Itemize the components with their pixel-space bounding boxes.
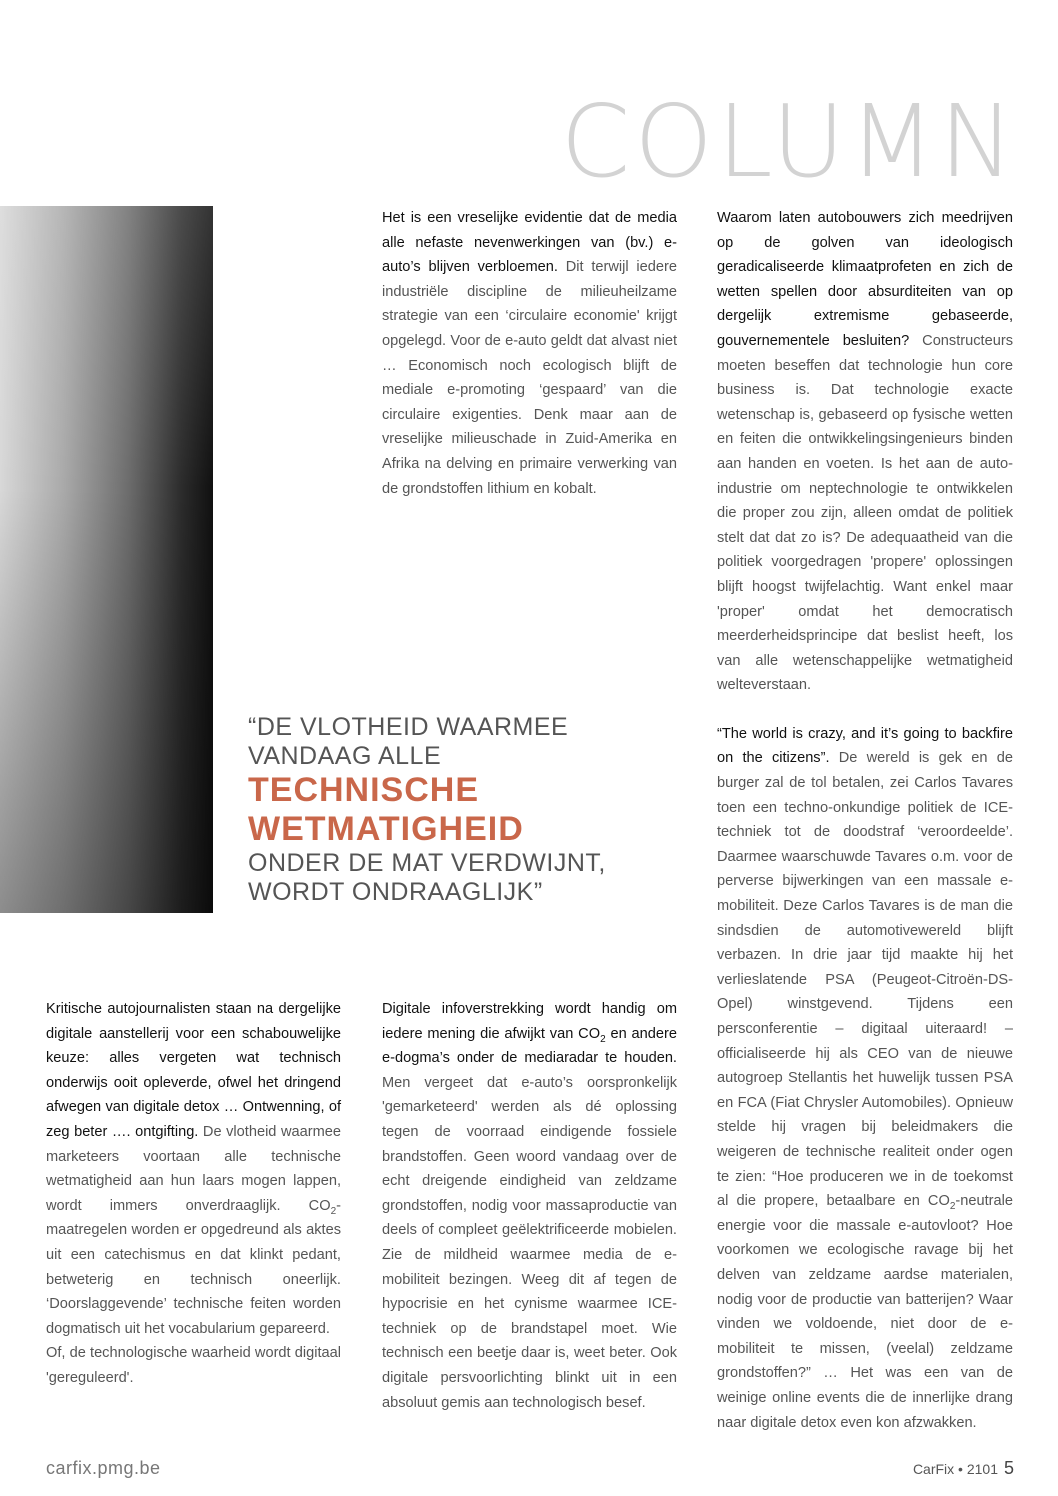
subscript: 2 [600,1033,606,1045]
quote-line: ONDER DE MAT VERDWIJNT, [248,849,606,877]
section-label: COLUMN [560,83,1018,200]
subscript: 2 [949,1201,956,1213]
pull-quote [248,713,688,907]
body-text: -neutrale energie voor die massale e-autovloot? Hoe voorkomen we ecologische ravage bij het delven van zeldzame aardse materialen, nodig voor de productie van batterijen? Waar vinden we voldoende, niet door de e-mobiliteit te missen, (veelal) zeldzame grondstoffen?” … Het was een van de weinige online events die de innerlijke drang naar digitale detox even kon afzwakken. [717,1193,1013,1431]
paragraph: Of, de technologische waarheid wordt digitaal 'gereguleerd'. [46,1345,341,1386]
footer-url[interactable]: carfix.pmg.be [46,1458,161,1478]
subscript: 2 [330,1205,337,1217]
lead-text: “The world is crazy, and it’s going to backfire on the citizens”. [717,725,1013,767]
body-text: De vlotheid waarmee marketeers voortaan alle technische wetmatigheid aan hun laars mogen lappen, wordt immers onverdraaglijk. CO [46,1123,341,1214]
lead-part: en andere e-dogma’s onder de mediaradar te houden. [382,1025,677,1067]
paragraph [46,997,341,1341]
paragraph [382,997,677,1415]
lead-text: Waarom laten autobouwers zich meedrijven op de golven van ideologisch geradicaliseerde klimaatprofeten en zich de wetten spellen door absurditeiten van op dergelijk extremisme gebaseerde, gouvernementele besluiten? [717,210,1013,349]
article-photo [0,206,213,913]
body-text: De wereld is gek en de burger zal de tol betalen, zei Carlos Tavares toen een techno-onkundige politiek de ICE-techniek tot de doodstraf ‘veroordeelde’. Daarmee waarschuwde Tavares o.m. voor de perverse bijwerkingen van een massale e-mobiliteit. Deze Carlos Tavares is de man die sindsdien de automotivewereld blijft verbazen. In drie jaar tijd maakte hij het verlieslatende PSA (Peugeot-Citroën-DS-Opel) winstgevend. Tijdens een persconferentie – digitaal uiteraard! – officialiseerde hij als CEO van de nieuwe autogroep Stellantis het huwelijk tussen PSA en FCA (Fiat Chrysler Automobiles). Opnieuw stelde hij vragen bij beleidmakers die weigeren de technische realiteit onder ogen te zien: “Hoe produceren we in de toekomst al die propere, betaalbare en CO [717,750,1013,1210]
lead-text [382,1001,677,1066]
lead-text: Het is een vreselijke evidentie dat de media alle nefaste nevenwerkingen van (bv.) e-auto’s blijven verbloemen. [382,210,677,276]
body-text: Dit terwijl iedere industriële discipline de milieuheilzame strategie van een ‘circulaire economie' krijgt opgelegd. Voor de e-auto geldt dat alvast niet … Economisch noch ecologisch blijft de mediale e-promoting ‘gespaard’ van die circulaire exigenties. Denk maar aan de vreselijke milieuschade in Zuid-Amerika en Afrika na delving en primaire verwerking van de grondstoffen lithium en kobalt. [382,259,677,497]
column-top-middle [382,206,677,501]
quote-line: “DE VLOTHEID WAARMEE [248,713,569,741]
lead-part: Digitale infoverstrekking wordt handig om iedere mening die afwijkt van CO [382,1001,677,1042]
footer-issue [913,1458,1014,1479]
quote-line: VANDAAG ALLE [248,742,442,770]
column-right [717,206,1013,1435]
column-bottom-middle [382,997,677,1415]
quote-highlight: WETMATIGHEID [248,810,524,848]
quote-line: WORDT ONDRAAGLIJK” [248,878,543,906]
body-text: Constructeurs moeten beseffen dat technologie hun core business is. Dat technologie exacte wetenschap is, gebaseerd op fysische wetten en feiten die ontwikkelingsingenieurs binden aan handen en voeten. Is het aan de auto-industrie om neptechnologie te ontwikkelen die proper zou zijn, alleen omdat de politiek stelt dat dat zo is? De adequaatheid van die politiek voorgedragen 'propere' oplossingen blijft hoogst twijfelachtig. Want enkel maar 'proper' omdat het democratisch meerderheidsprincipe dat beslist heeft, los van alle wetenschappelijke wetmatigheid welteverstaan. [717,332,1013,694]
paragraph [717,722,1013,1435]
column-bottom-left [46,997,341,1391]
issue-label: CarFix • 2101 [912,1461,998,1477]
paragraph [382,206,677,501]
body-text: Men vergeet dat e-auto’s oorspronkelijk 'gemarketeerd' werden als dé oplossing tegen de voorraad eindigende fossiele brandstoffen. Geen woord vandaag over de echt dreigende eindigheid van zeldzame grondstoffen, nodig voor massaproductie van deels of compleet geëlektrificeerde mobielen. Zie de mildheid waarmee media de e-mobiliteit bezingen. Weeg dit af tegen de hypocrisie en het cynisme waarmee ICE-techniek op de brandstapel moet. Wie technisch een beetje daar is, weet beter. Ook digitale persvoorlichting blinkt uit in een absoluut gemis aan technologisch besef. [382,1074,677,1411]
lead-text: Kritische autojournalisten staan na dergelijke digitale aanstellerij voor een schabouwelijke keuze: alles vergeten wat technisch onderwijs ooit opleverde, ofwel het dringend afwegen van digitale detox … Ontwenning, of zeg beter …. ontgifting. [46,1001,341,1140]
page-number: 5 [1003,1458,1014,1478]
paragraph [717,206,1013,698]
quote-highlight: TECHNISCHE [248,771,480,809]
body-text: -maatregelen worden er opgedreund als aktes uit een catechismus en dat klinkt pedant, betweterig en technisch oneerlijk. ‘Doorslaggevende’ technische feiten worden dogmatisch uit het vocabularium gepareerd. [46,1197,341,1337]
